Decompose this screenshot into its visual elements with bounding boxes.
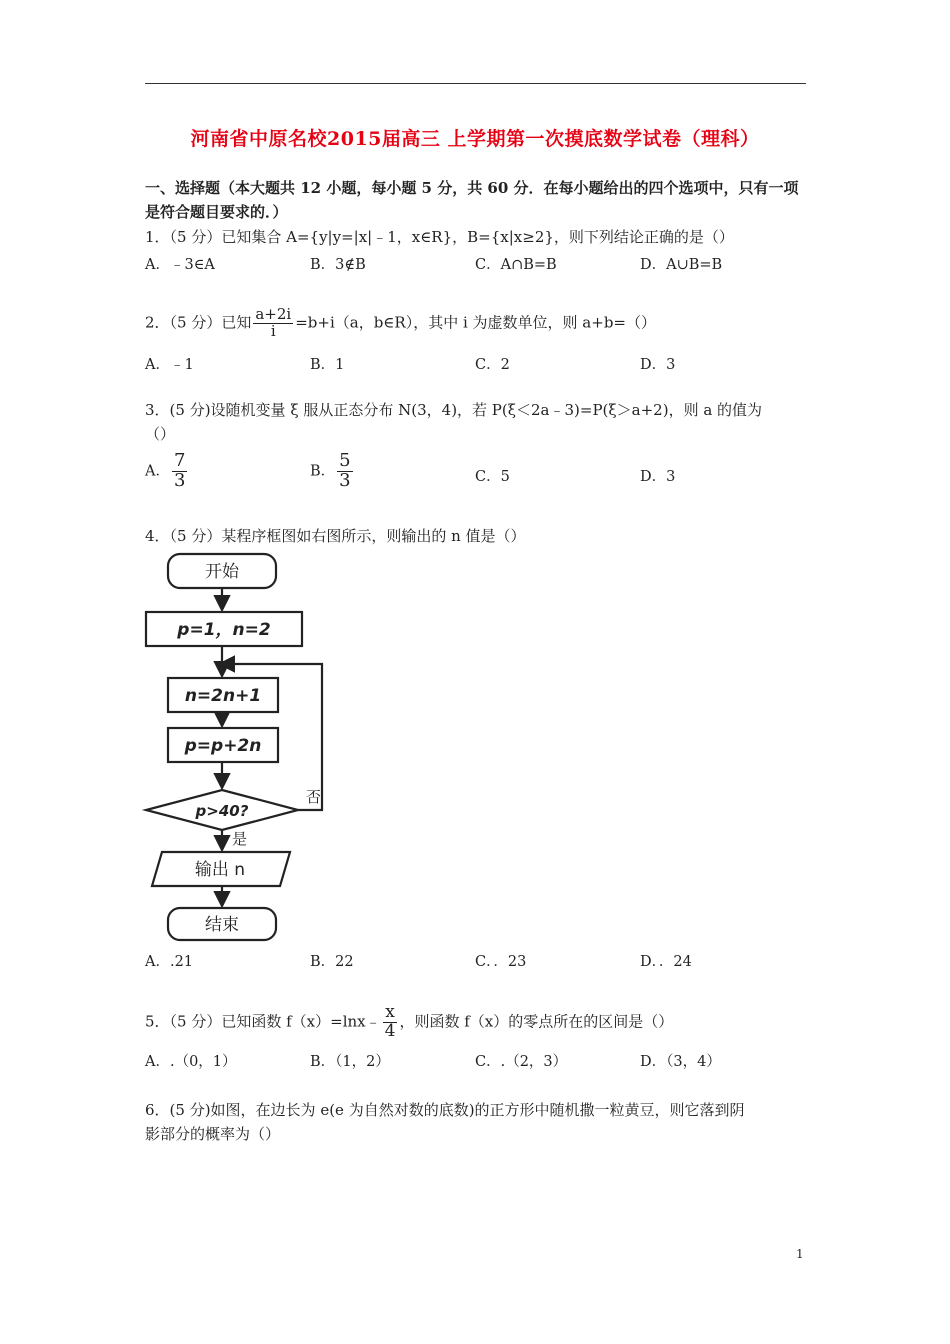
q2-frac-num: a+2i bbox=[255, 305, 292, 323]
section-heading-line1: 一、选择题（本大题共 12 小题，每小题 5 分，共 60 分．在每小题给出的四个选项中，只有一项 bbox=[145, 179, 799, 197]
q5-prefix: 5．（5 分）已知函数 f（x）=lnx﹣ bbox=[145, 1012, 381, 1031]
question-6-stem-line1: 6．(5 分)如图，在边长为 e(e 为自然对数的底数)的正方形中随机撒一粒黄豆，则它落到阴 bbox=[145, 1101, 745, 1119]
question-4-stem: 4．（5 分）某程序框图如右图所示，则输出的 n 值是（） bbox=[145, 527, 526, 545]
fc-step2-text: p=p+2n bbox=[184, 736, 262, 756]
q4-option-d: D．．24 bbox=[640, 954, 692, 970]
fc-output-text: 输出 n bbox=[194, 860, 246, 880]
q3-b-num: 5 bbox=[339, 450, 351, 471]
q2-suffix: ，其中 i 为虚数单位，则 a+b=（） bbox=[413, 313, 656, 332]
fc-cond-text: p>40? bbox=[195, 802, 249, 820]
header-rule bbox=[145, 83, 806, 84]
fc-no-label: 否 bbox=[306, 788, 322, 806]
fc-yes-label: 是 bbox=[232, 830, 248, 848]
q2-frac-den: i bbox=[270, 321, 276, 340]
q3-option-b-frac bbox=[337, 452, 352, 491]
q3-option-d: D．3 bbox=[640, 469, 676, 485]
section-heading-line2: 是符合题目要求的．） bbox=[145, 203, 288, 221]
q2-option-d: D．3 bbox=[640, 357, 676, 373]
q5-option-a: A．.（0，1） bbox=[145, 1054, 237, 1070]
q4-option-c: C．．23 bbox=[475, 954, 527, 970]
fc-step1-text: n=2n+1 bbox=[184, 686, 262, 706]
fc-end-text: 结束 bbox=[205, 915, 239, 935]
q5-frac-num: x bbox=[383, 1004, 398, 1023]
q3-b-den: 3 bbox=[339, 469, 351, 491]
q3-option-b-label: B． bbox=[310, 463, 336, 480]
q5-fraction bbox=[383, 1004, 398, 1041]
fc-start-text: 开始 bbox=[205, 562, 239, 582]
question-2-stem bbox=[145, 307, 656, 340]
q2-mid: =b+i（a，b∈R） bbox=[295, 313, 414, 332]
question-6-stem-line2: 影部分的概率为（） bbox=[145, 1125, 281, 1143]
q3-option-c: C．5 bbox=[475, 469, 510, 485]
q3-option-a-label: A． bbox=[145, 463, 170, 480]
q5-option-c: C．.（2，3） bbox=[475, 1054, 568, 1070]
q3-a-den: 3 bbox=[173, 469, 186, 491]
q2-option-c: C．2 bbox=[475, 357, 510, 373]
q3-option-b bbox=[310, 452, 355, 491]
q4-option-b: B．22 bbox=[310, 954, 354, 970]
flowchart bbox=[140, 548, 340, 948]
q1-option-a: A．﹣3∈A bbox=[145, 257, 215, 273]
question-3-stem-line2: （） bbox=[145, 425, 176, 443]
q3-option-a bbox=[145, 452, 189, 491]
document-title: 河南省中原名校2015届高三 上学期第一次摸底数学试卷（理科） bbox=[190, 128, 760, 150]
question-3-stem-line1: 3．(5 分)设随机变量 ξ 服从正态分布 N(3，4)，若 P(ξ＜2a﹣3)=P(ξ＞a+2)，则 a 的值为 bbox=[145, 401, 763, 419]
q2-option-b: B．1 bbox=[310, 357, 345, 373]
q5-suffix: ，则函数 f（x）的零点所在的区间是（） bbox=[399, 1012, 674, 1031]
q2-prefix: 2．（5 分）已知 bbox=[145, 313, 252, 332]
q1-option-b: B．3∉B bbox=[310, 257, 366, 273]
question-5-stem bbox=[145, 1004, 673, 1041]
q2-fraction bbox=[253, 307, 293, 340]
q2-option-a: A．﹣1 bbox=[145, 357, 194, 373]
q5-option-d: D．（3，4） bbox=[640, 1054, 721, 1070]
q1-option-c: C．A∩B=B bbox=[475, 257, 557, 273]
q5-frac-den: 4 bbox=[384, 1020, 396, 1041]
q3-option-a-frac bbox=[172, 452, 187, 491]
page-number: 1 bbox=[796, 1247, 804, 1261]
question-1-stem: 1．（5 分）已知集合 A={y|y=|x|﹣1，x∈R}，B={x|x≥2}，则下列结论正确的是（） bbox=[145, 228, 734, 246]
q1-option-d: D．A∪B=B bbox=[640, 257, 723, 273]
q4-option-a: A．.21 bbox=[145, 954, 194, 970]
fc-init-text: p=1，n=2 bbox=[177, 620, 271, 640]
q5-option-b: B．（1，2） bbox=[310, 1054, 390, 1070]
q3-a-num: 7 bbox=[173, 450, 186, 471]
